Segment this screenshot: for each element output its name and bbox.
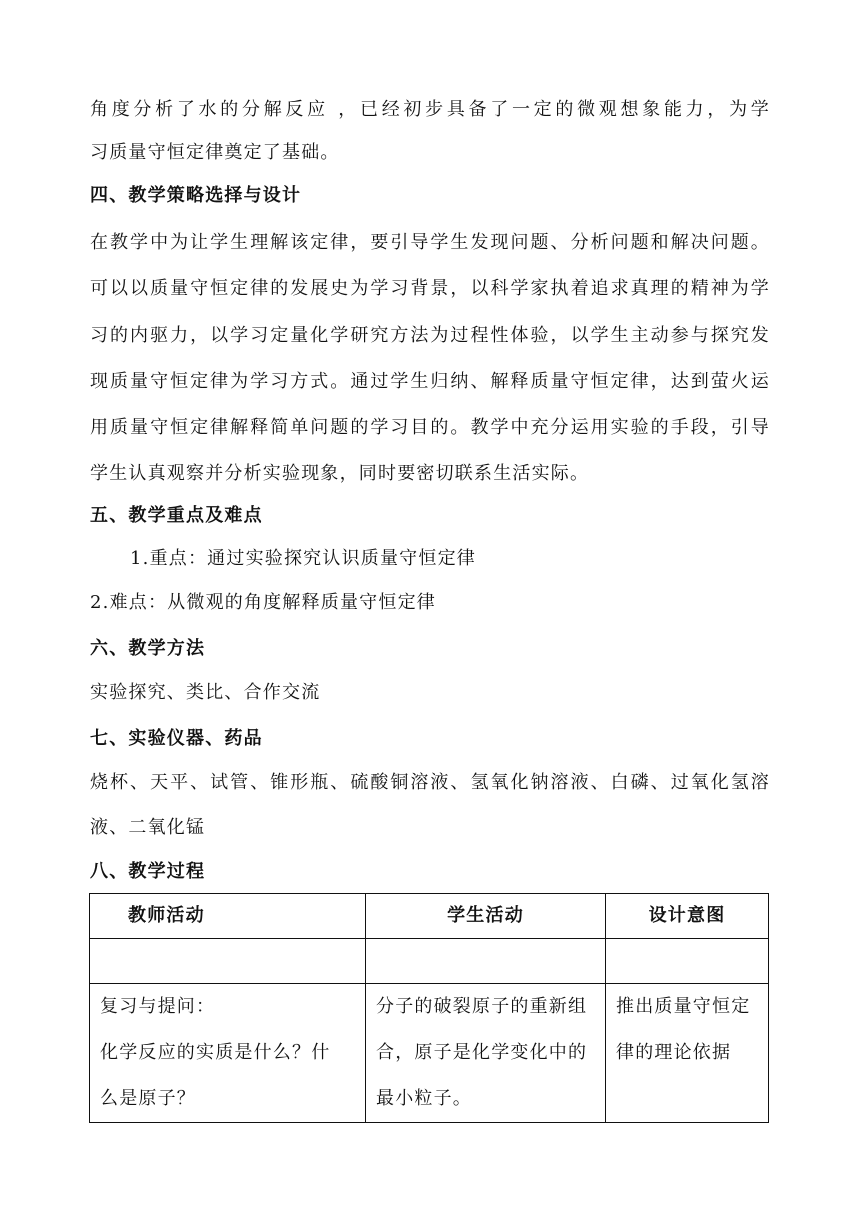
equipment-line: 液、二氧化锰 bbox=[90, 817, 206, 838]
paragraph-line: 学生认真观察并分析实验现象，同时要密切联系生活实际。 bbox=[90, 463, 590, 484]
table-header-cell: 教师活动 bbox=[90, 894, 366, 939]
section-heading-5: 五、教学重点及难点 bbox=[90, 505, 263, 526]
cell-line: 最小粒子。 bbox=[376, 1088, 472, 1109]
teaching-methods: 实验探究、类比、合作交流 bbox=[90, 682, 321, 703]
paragraph-line: 可以以质量守恒定律的发展史为学习背景，以科学家执着追求真理的精神为学 bbox=[90, 278, 770, 299]
cell-line: 合，原子是化学变化中的 bbox=[376, 1042, 588, 1063]
section-heading-4: 四、教学策略选择与设计 bbox=[90, 185, 302, 206]
cell-line: 化学反应的实质是什么？什 bbox=[100, 1042, 331, 1063]
table-cell bbox=[90, 939, 366, 984]
table-cell bbox=[90, 984, 366, 1123]
table-cell bbox=[606, 984, 769, 1123]
paragraph-line: 用质量守恒定律解释简单问题的学习目的。教学中充分运用实验的手段，引导 bbox=[90, 417, 770, 438]
paragraph-line: 角度分析了水的分解反应 ，已经初步具备了一定的微观想象能力，为学 bbox=[90, 99, 770, 120]
table-cell bbox=[606, 939, 769, 984]
table-cell bbox=[366, 939, 606, 984]
table-row bbox=[90, 939, 769, 984]
paragraph-line: 在教学中为让学生理解该定律，要引导学生发现问题、分析问题和解决问题。 bbox=[90, 232, 770, 253]
difficulty: 2.难点：从微观的角度解释质量守恒定律 bbox=[90, 592, 436, 613]
table-header-row bbox=[90, 894, 769, 939]
cell-line: 复习与提问： bbox=[100, 996, 216, 1017]
cell-line: 分子的破裂原子的重新组 bbox=[376, 996, 588, 1017]
paragraph-line: 习的内驱力，以学习定量化学研究方法为过程性体验，以学生主动参与探究发 bbox=[90, 325, 770, 346]
table-header-cell: 学生活动 bbox=[366, 894, 606, 939]
section-heading-8: 八、教学过程 bbox=[90, 861, 206, 882]
table-cell bbox=[366, 984, 606, 1123]
cell-line: 律的理论依据 bbox=[616, 1042, 732, 1063]
paragraph-line: 现质量守恒定律为学习方式。通过学生归纳、解释质量守恒定律，达到萤火运 bbox=[90, 371, 770, 392]
equipment-line: 烧杯、天平、试管、锥形瓶、硫酸铜溶液、氢氧化钠溶液、白磷、过氧化氢溶 bbox=[90, 772, 770, 793]
cell-line: 么是原子？ bbox=[100, 1088, 196, 1109]
table-header-cell: 设计意图 bbox=[606, 894, 769, 939]
section-heading-7: 七、实验仪器、药品 bbox=[90, 728, 263, 749]
key-point: 1.重点：通过实验探究认识质量守恒定律 bbox=[130, 548, 476, 569]
teaching-process-table bbox=[89, 893, 769, 1123]
section-heading-6: 六、教学方法 bbox=[90, 638, 206, 659]
cell-line: 推出质量守恒定 bbox=[616, 996, 751, 1017]
paragraph-line: 习质量守恒定律奠定了基础。 bbox=[90, 142, 340, 163]
table-row bbox=[90, 984, 769, 1123]
